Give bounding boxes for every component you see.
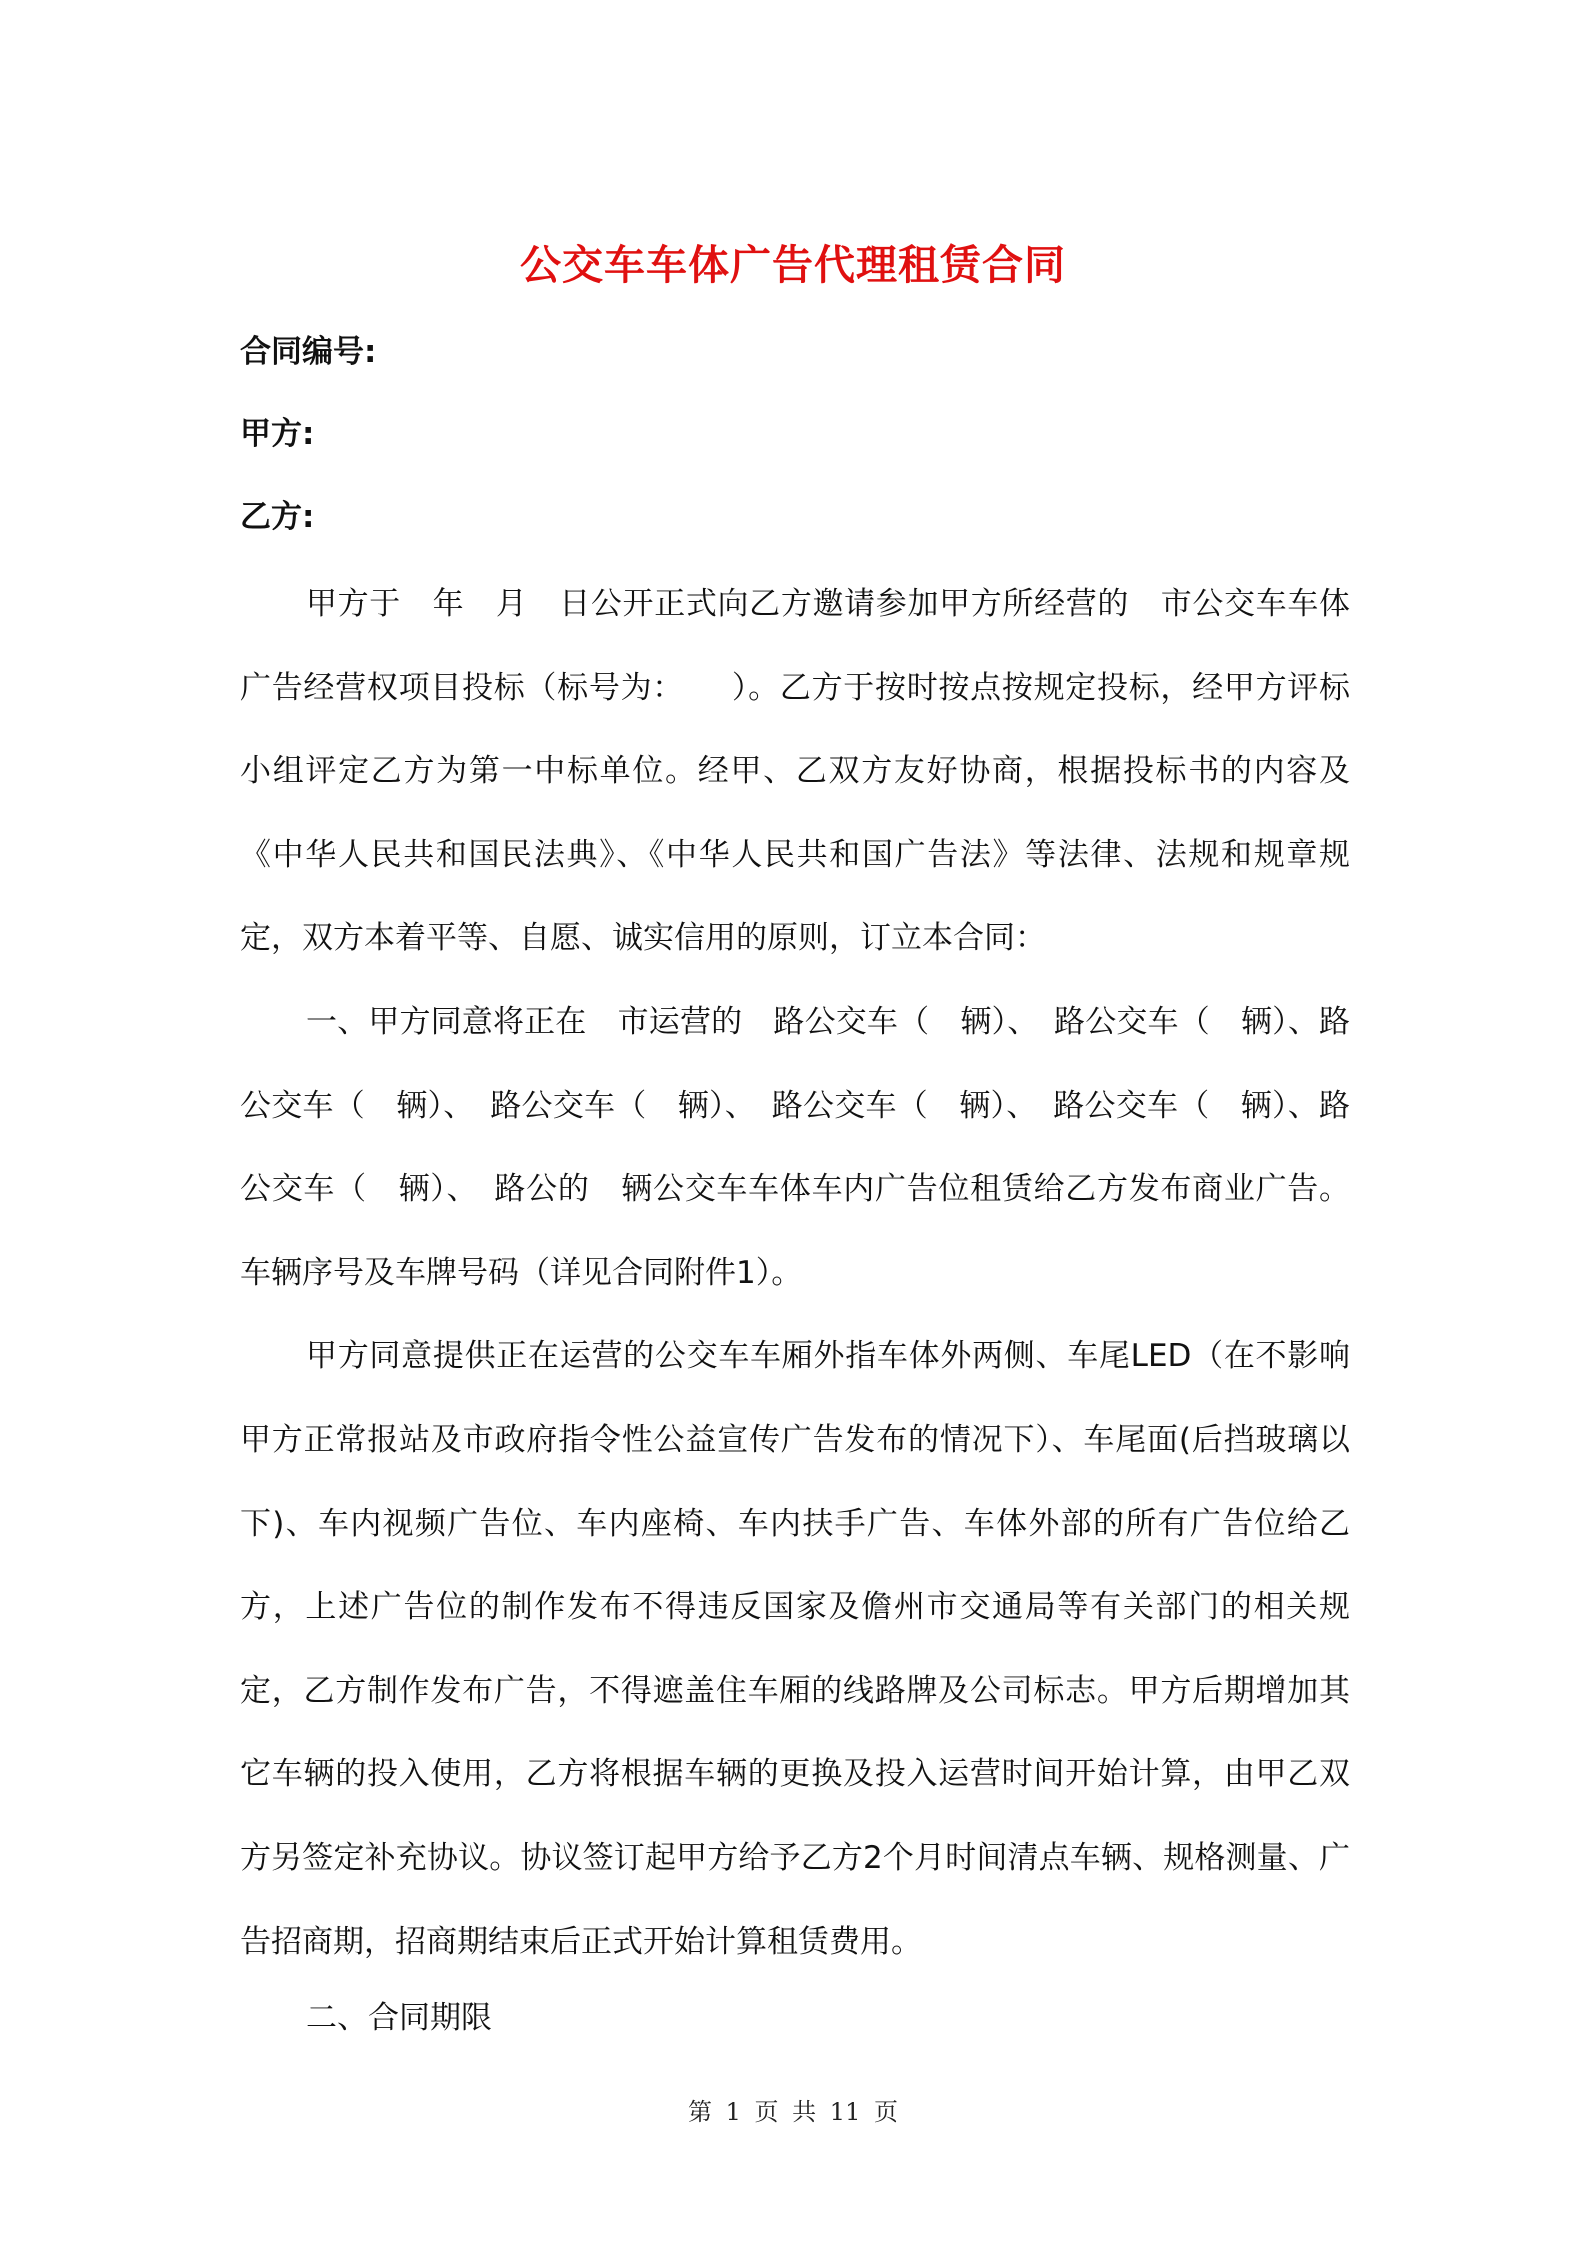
clause-one-paragraph: 一、甲方同意将正在 市运营的 路公交车（ 辆）、 路公交车（ 辆）、路公交车（ 辆）、 路公交车（ 辆）、 路公交车（ 辆）、 路公交车（ 辆）、路公交车（ 辆）、 路公的 辆公交车车体车内广告位租赁给乙方发布商业广告。车辆序号及车牌号码（详见合同附件1）。 (240, 1003, 1350, 1291)
page-number-footer: 第 1 页 共 11 页 (688, 2098, 898, 2126)
contract-body (240, 563, 1350, 1984)
intro-paragraph: 甲方于 年 月 日公开正式向乙方邀请参加甲方所经营的 市公交车车体广告经营权项目投标（标号为： ）。乙方于按时按点按规定投标，经甲方评标小组评定乙方为第一中标单位。经甲、乙双方友好协商，根据投标书的内容及《中华人民共和国民法典》、《中华人民共和国广告法》等法律、法规和规章规定，双方本着平等、自愿、诚实信用的原则，订立本合同： (240, 586, 1350, 957)
section-heading-term: 二、合同期限 (306, 2000, 492, 2036)
party-a-label: 甲方: (240, 416, 315, 452)
contract-number-label: 合同编号: (240, 334, 377, 370)
ad-positions-paragraph: 甲方同意提供正在运营的公交车车厢外指车体外两侧、车尾LED（在不影响甲方正常报站及市政府指令性公益宣传广告发布的情况下）、车尾面(后挡玻璃以下)、车内视频广告位、车内座椅、车内扶手广告、车体外部的所有广告位给乙方，上述广告位的制作发布不得违反国家及儋州市交通局等有关部门的相关规定，乙方制作发布广告，不得遮盖住车厢的线路牌及公司标志。甲方后期增加其它车辆的投入使用，乙方将根据车辆的更换及投入运营时间开始计算，由甲乙双方另签定补充协议。协议签订起甲方给予乙方2个月时间清点车辆、规格测量、广告招商期，招商期结束后正式开始计算租赁费用。 (240, 1338, 1350, 1960)
party-b-label: 乙方: (240, 499, 315, 535)
document-title: 公交车车体广告代理租赁合同 (520, 241, 1066, 289)
